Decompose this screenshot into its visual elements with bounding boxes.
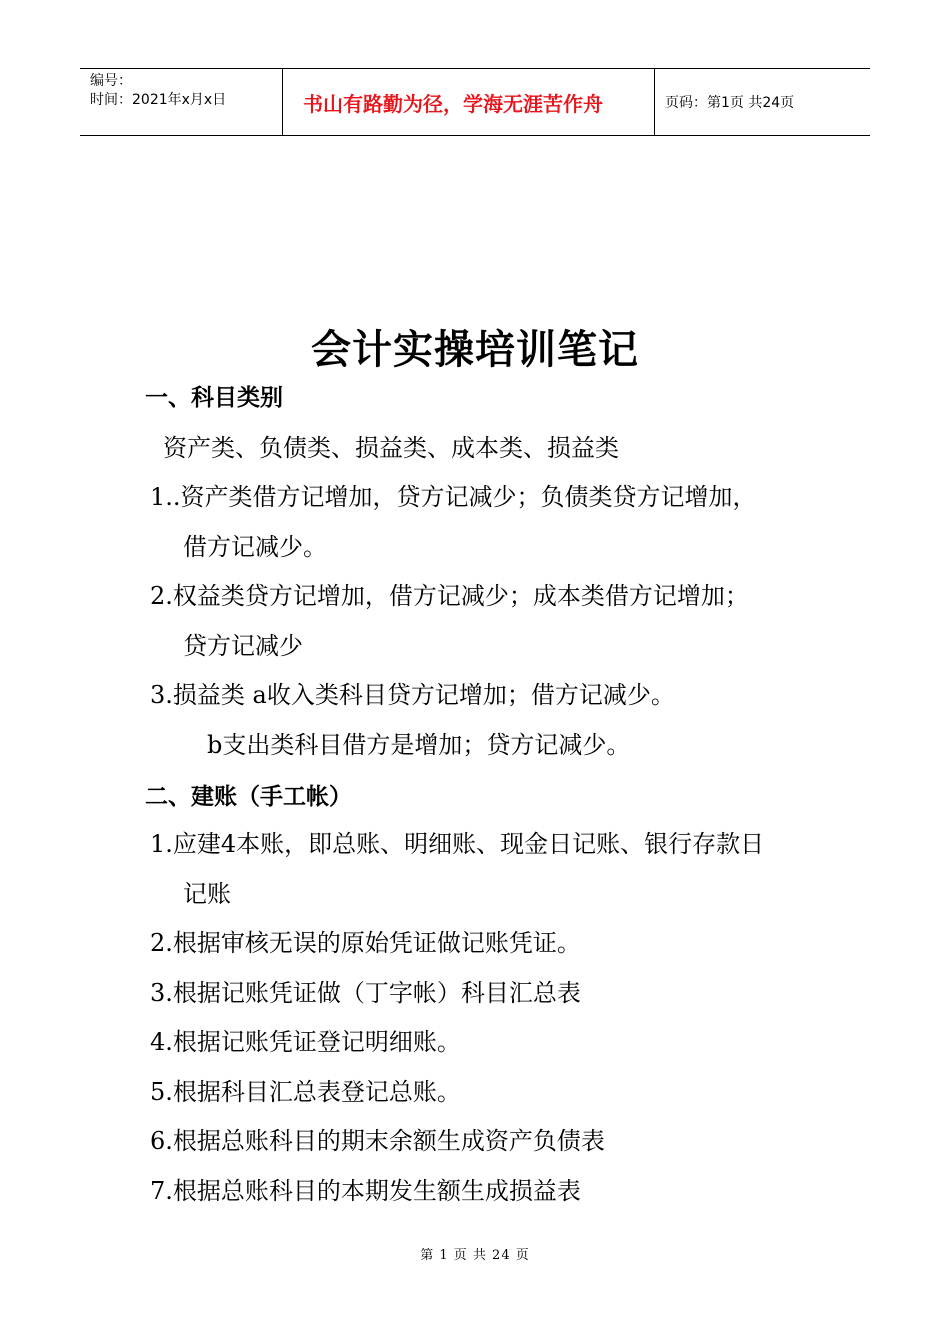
header-page-cell bbox=[655, 69, 870, 135]
section1-item3-line2: b支出类科目借方是增加；贷方记减少。 bbox=[207, 731, 631, 759]
page-footer: 第 1 页 共 24 页 bbox=[420, 1248, 530, 1263]
section-heading-2: 二、建账（手工帐） bbox=[145, 784, 352, 810]
header-left-cell bbox=[80, 69, 282, 135]
section2-item7: 7.根据总账科目的本期发生额生成损益表 bbox=[150, 1177, 581, 1205]
section2-item4: 4.根据记账凭证登记明细账。 bbox=[150, 1028, 461, 1056]
section1-item3-line1: 3.损益类 a收入类科目贷方记增加；借方记减少。 bbox=[150, 681, 675, 709]
section1-item1-line1: 1..资产类借方记增加，贷方记减少；负债类贷方记增加， bbox=[150, 483, 757, 511]
section1-item1-line2: 借方记减少。 bbox=[183, 533, 327, 561]
header-motto: 书山有路勤为径，学海无涯苦作舟 bbox=[303, 91, 603, 116]
header-page-info: 页码：第1页 共24页 bbox=[665, 95, 795, 111]
section2-item6: 6.根据总账科目的期末余额生成资产负债表 bbox=[150, 1127, 605, 1155]
section1-item2-line2: 贷方记减少 bbox=[183, 632, 303, 660]
header-number-label: 编号： bbox=[90, 73, 132, 89]
document-header bbox=[80, 68, 870, 136]
header-motto-cell bbox=[282, 69, 655, 135]
document-title: 会计实操培训笔记 bbox=[311, 326, 639, 373]
section2-item1-line2: 记账 bbox=[183, 880, 231, 908]
section2-item2: 2.根据审核无误的原始凭证做记账凭证。 bbox=[150, 929, 581, 957]
header-time-label: 时间：2021年x月x日 bbox=[90, 92, 227, 108]
section-heading-1: 一、科目类别 bbox=[145, 385, 283, 411]
section2-item3: 3.根据记账凭证做（丁字帐）科目汇总表 bbox=[150, 979, 581, 1007]
section2-item5: 5.根据科目汇总表登记总账。 bbox=[150, 1078, 461, 1106]
section1-intro: 资产类、负债类、损益类、成本类、损益类 bbox=[163, 434, 619, 462]
section1-item2-line1: 2.权益类贷方记增加，借方记减少；成本类借方记增加； bbox=[150, 582, 749, 610]
section2-item1-line1: 1.应建4本账，即总账、明细账、现金日记账、银行存款日 bbox=[150, 830, 765, 858]
